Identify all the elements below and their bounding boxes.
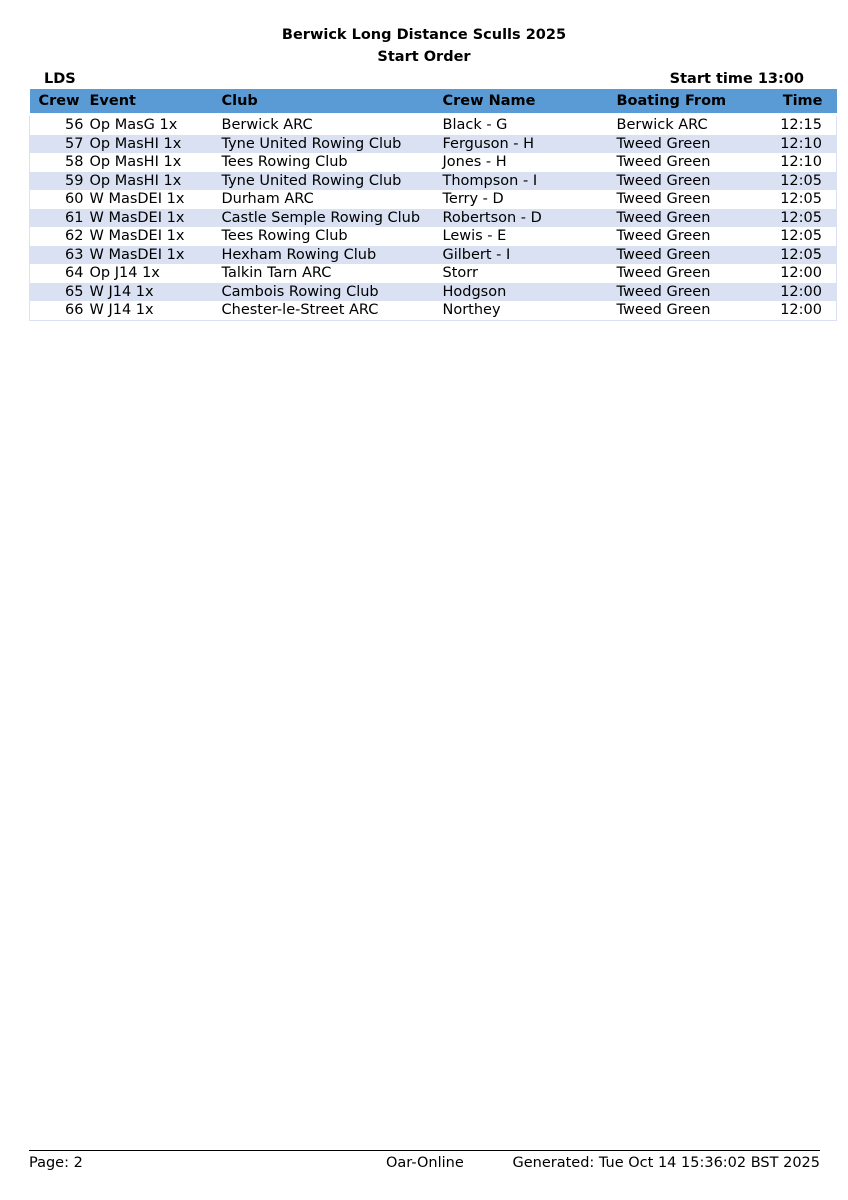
table-header-row xyxy=(30,89,837,115)
cell-club: Chester-le-Street ARC xyxy=(222,301,443,320)
cell-crew: 59 xyxy=(30,172,90,191)
cell-crew-name: Robertson - D xyxy=(443,209,617,228)
cell-club: Castle Semple Rowing Club xyxy=(222,209,443,228)
cell-event: Op J14 1x xyxy=(90,264,222,283)
cell-event: Op MasHI 1x xyxy=(90,153,222,172)
cell-time: 12:10 xyxy=(767,153,837,172)
cell-time: 12:05 xyxy=(767,246,837,265)
cell-crew: 57 xyxy=(30,135,90,154)
table-row xyxy=(30,209,837,228)
table-row xyxy=(30,172,837,191)
cell-club: Tees Rowing Club xyxy=(222,153,443,172)
cell-boating-from: Tweed Green xyxy=(617,190,767,209)
cell-boating-from: Tweed Green xyxy=(617,172,767,191)
cell-time: 12:00 xyxy=(767,283,837,302)
column-header-boating-from: Boating From xyxy=(617,89,767,115)
cell-crew: 66 xyxy=(30,301,90,320)
cell-event: Op MasHI 1x xyxy=(90,172,222,191)
cell-crew: 65 xyxy=(30,283,90,302)
cell-event: W J14 1x xyxy=(90,301,222,320)
cell-time: 12:05 xyxy=(767,190,837,209)
cell-crew-name: Jones - H xyxy=(443,153,617,172)
table-body xyxy=(30,115,837,321)
cell-club: Hexham Rowing Club xyxy=(222,246,443,265)
page-subtitle: Start Order xyxy=(377,49,471,65)
cell-crew-name: Terry - D xyxy=(443,190,617,209)
cell-club: Cambois Rowing Club xyxy=(222,283,443,302)
cell-boating-from: Tweed Green xyxy=(617,153,767,172)
column-header-event: Event xyxy=(90,89,222,115)
footer-brand: Oar-Online xyxy=(386,1155,464,1171)
cell-time: 12:00 xyxy=(767,301,837,320)
table-row xyxy=(30,135,837,154)
cell-crew-name: Lewis - E xyxy=(443,227,617,246)
cell-event: W MasDEI 1x xyxy=(90,190,222,209)
cell-club: Tyne United Rowing Club xyxy=(222,172,443,191)
cell-crew-name: Ferguson - H xyxy=(443,135,617,154)
cell-time: 12:10 xyxy=(767,135,837,154)
cell-club: Berwick ARC xyxy=(222,115,443,135)
cell-boating-from: Berwick ARC xyxy=(617,115,767,135)
cell-event: W MasDEI 1x xyxy=(90,227,222,246)
start-order-table xyxy=(29,89,823,321)
table-row xyxy=(30,115,837,135)
cell-crew-name: Northey xyxy=(443,301,617,320)
cell-time: 12:15 xyxy=(767,115,837,135)
division-label: LDS xyxy=(44,71,76,87)
cell-crew: 58 xyxy=(30,153,90,172)
table-row xyxy=(30,227,837,246)
cell-crew-name: Storr xyxy=(443,264,617,283)
cell-club: Tyne United Rowing Club xyxy=(222,135,443,154)
cell-event: W J14 1x xyxy=(90,283,222,302)
cell-crew: 60 xyxy=(30,190,90,209)
cell-boating-from: Tweed Green xyxy=(617,246,767,265)
cell-boating-from: Tweed Green xyxy=(617,227,767,246)
cell-event: W MasDEI 1x xyxy=(90,246,222,265)
cell-time: 12:05 xyxy=(767,209,837,228)
column-header-club: Club xyxy=(222,89,443,115)
cell-crew: 64 xyxy=(30,264,90,283)
table-row xyxy=(30,264,837,283)
cell-crew: 56 xyxy=(30,115,90,135)
table-row xyxy=(30,246,837,265)
cell-crew: 62 xyxy=(30,227,90,246)
cell-club: Talkin Tarn ARC xyxy=(222,264,443,283)
cell-boating-from: Tweed Green xyxy=(617,264,767,283)
cell-event: W MasDEI 1x xyxy=(90,209,222,228)
page-number: Page: 2 xyxy=(29,1155,83,1171)
cell-crew-name: Black - G xyxy=(443,115,617,135)
cell-crew-name: Hodgson xyxy=(443,283,617,302)
cell-event: Op MasG 1x xyxy=(90,115,222,135)
cell-event: Op MasHI 1x xyxy=(90,135,222,154)
cell-club: Durham ARC xyxy=(222,190,443,209)
cell-crew: 63 xyxy=(30,246,90,265)
page-title: Berwick Long Distance Sculls 2025 xyxy=(281,27,567,43)
cell-boating-from: Tweed Green xyxy=(617,301,767,320)
cell-crew-name: Gilbert - I xyxy=(443,246,617,265)
cell-boating-from: Tweed Green xyxy=(617,135,767,154)
cell-boating-from: Tweed Green xyxy=(617,209,767,228)
generated-timestamp: Generated: Tue Oct 14 15:36:02 BST 2025 xyxy=(512,1155,820,1171)
footer-divider xyxy=(29,1150,820,1151)
column-header-crew: Crew xyxy=(30,89,90,115)
table-row xyxy=(30,301,837,320)
cell-time: 12:05 xyxy=(767,227,837,246)
cell-crew-name: Thompson - I xyxy=(443,172,617,191)
cell-time: 12:05 xyxy=(767,172,837,191)
column-header-time: Time xyxy=(767,89,837,115)
column-header-crew-name: Crew Name xyxy=(443,89,617,115)
cell-crew: 61 xyxy=(30,209,90,228)
table-row xyxy=(30,153,837,172)
table-row xyxy=(30,190,837,209)
cell-time: 12:00 xyxy=(767,264,837,283)
start-time-label: Start time 13:00 xyxy=(669,71,804,87)
table-row xyxy=(30,283,837,302)
cell-club: Tees Rowing Club xyxy=(222,227,443,246)
cell-boating-from: Tweed Green xyxy=(617,283,767,302)
